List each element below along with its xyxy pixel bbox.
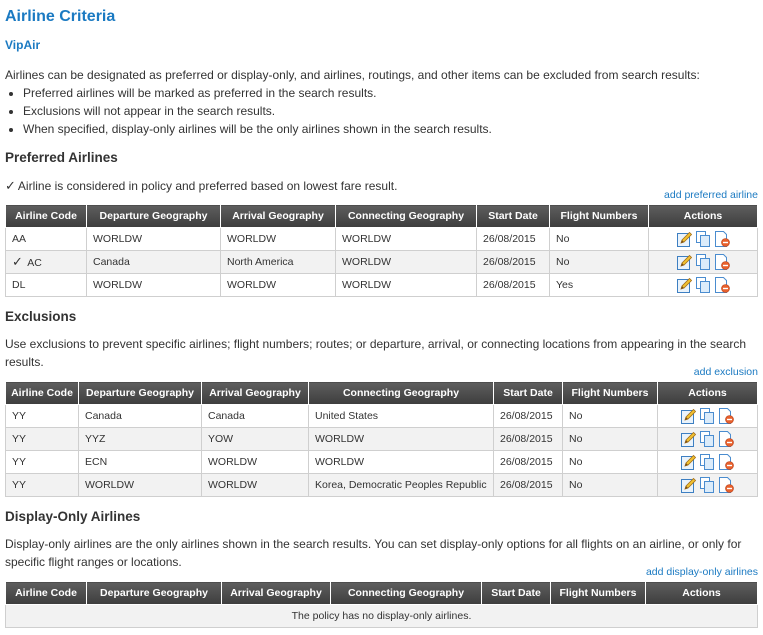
display-only-table [5,581,758,628]
table-row [6,451,758,474]
column-header[interactable]: Arrival Geography [202,382,309,405]
display-only-heading: Display-Only Airlines [5,509,141,524]
arrival-cell: WORLDW [221,228,336,251]
connecting-cell: WORLDW [309,428,494,451]
column-header[interactable]: Flight Numbers [563,382,658,405]
airline-code: AA [12,233,27,245]
column-header[interactable]: Airline Code [6,382,79,405]
arrival-cell: North America [221,251,336,274]
start-date-cell: 26/08/2015 [477,228,550,251]
intro-bullet: • When specified, display-only airlines will be the only airlines shown in the search results. [23,120,758,138]
departure-cell: WORLDW [79,474,202,497]
actions-cell [649,274,758,297]
start-date-cell: 26/08/2015 [494,451,563,474]
connecting-cell: WORLDW [336,274,477,297]
departure-cell: Canada [79,405,202,428]
actions-cell [658,451,758,474]
airline-code-cell: YY [6,451,79,474]
column-header[interactable]: Airline Code [6,582,87,605]
airline-code: AC [27,257,42,269]
add-preferred-airline-link[interactable]: add preferred airline [664,189,758,201]
flight-numbers-cell: No [563,428,658,451]
column-header[interactable]: Connecting Geography [309,382,494,405]
column-header[interactable]: Departure Geography [87,582,222,605]
add-display-only-airlines-link[interactable]: add display-only airlines [645,566,758,578]
column-header[interactable]: Departure Geography [87,205,221,228]
departure-cell: WORLDW [87,274,221,297]
actions-cell [649,228,758,251]
delete-icon[interactable] [719,454,734,470]
start-date-cell: 26/08/2015 [494,474,563,497]
table-row [6,274,758,297]
column-header[interactable]: Start Date [477,205,550,228]
flight-numbers-cell: No [550,251,649,274]
intro-text: Airlines can be designated as preferred or display-only, and airlines, routings, and other items can be excluded from search results: [5,68,700,82]
departure-cell: ECN [79,451,202,474]
flight-numbers-cell: No [563,474,658,497]
departure-cell: Canada [87,251,221,274]
connecting-cell: Korea, Democratic Peoples Republic [309,474,494,497]
preferred-heading: Preferred Airlines [5,150,118,165]
preferred-table [5,204,758,297]
column-header[interactable]: Airline Code [6,205,87,228]
actions-cell [649,251,758,274]
column-header: Actions [646,582,758,605]
connecting-cell: WORLDW [336,228,477,251]
departure-cell: WORLDW [87,228,221,251]
intro-bullet: • Preferred airlines will be marked as preferred in the search results. [23,84,758,102]
copy-icon[interactable] [700,454,715,470]
edit-icon[interactable] [677,254,692,270]
airline-code-cell [6,228,87,251]
column-header[interactable]: Connecting Geography [331,582,482,605]
exclusions-description: Use exclusions to prevent specific airlines; flight numbers; routes; or departure, arrival, or connecting locations from appearing in the search results. [5,337,747,369]
display-only-description: Display-only airlines are the only airlines shown in the search results. You can set display-only options for all flights on an airline, or only for specific flight ranges or locations. [5,537,742,569]
edit-icon[interactable] [677,231,692,247]
copy-icon[interactable] [700,408,715,424]
arrival-cell: WORLDW [221,274,336,297]
column-header[interactable]: Arrival Geography [221,205,336,228]
intro-bullet: • Exclusions will not appear in the search results. [23,102,758,120]
start-date-cell: 26/08/2015 [477,274,550,297]
arrival-cell: YOW [202,428,309,451]
preferred-note-text: Airline is considered in policy and preferred based on lowest fare result. [17,179,398,193]
edit-icon[interactable] [681,454,696,470]
delete-icon[interactable] [719,431,734,447]
edit-icon[interactable] [677,277,692,293]
table-row [6,228,758,251]
start-date-cell: 26/08/2015 [494,428,563,451]
column-header[interactable]: Connecting Geography [336,205,477,228]
departure-cell: YYZ [79,428,202,451]
empty-message: The policy has no display-only airlines. [6,605,758,628]
flight-numbers-cell: Yes [550,274,649,297]
airline-code-cell: YY [6,405,79,428]
column-header[interactable]: Arrival Geography [222,582,331,605]
edit-icon[interactable] [681,431,696,447]
delete-icon[interactable] [715,277,730,293]
copy-icon[interactable] [696,277,711,293]
delete-icon[interactable] [719,477,734,493]
preferred-note [5,177,755,195]
column-header[interactable]: Flight Numbers [551,582,646,605]
table-row [6,251,758,274]
start-date-cell: 26/08/2015 [477,251,550,274]
checkmark-icon: ✓ [5,178,16,193]
airline-code-cell [6,274,87,297]
column-header: Actions [649,205,758,228]
table-row [6,405,758,428]
airline-code-cell: YY [6,428,79,451]
edit-icon[interactable] [681,408,696,424]
delete-icon[interactable] [715,231,730,247]
airline-code-cell: YY [6,474,79,497]
actions-cell [658,405,758,428]
company-name: VipAir [5,38,41,52]
arrival-cell: Canada [202,405,309,428]
add-exclusion-link[interactable]: add exclusion [693,366,758,378]
table-row [6,474,758,497]
copy-icon[interactable] [700,431,715,447]
column-header[interactable]: Departure Geography [79,382,202,405]
flight-numbers-cell: No [550,228,649,251]
intro-bullets [5,84,758,138]
checkmark-icon: ✓ [12,254,23,269]
intro [5,66,758,138]
flight-numbers-cell: No [563,451,658,474]
column-header[interactable]: Flight Numbers [550,205,649,228]
delete-icon[interactable] [715,254,730,270]
airline-code: DL [12,279,26,291]
actions-cell [658,474,758,497]
column-header: Actions [658,382,758,405]
empty-row [6,605,758,628]
connecting-cell: United States [309,405,494,428]
copy-icon[interactable] [696,254,711,270]
copy-icon[interactable] [696,231,711,247]
connecting-cell: WORLDW [336,251,477,274]
edit-icon[interactable] [681,477,696,493]
column-header[interactable]: Start Date [494,382,563,405]
copy-icon[interactable] [700,477,715,493]
airline-code-cell [6,251,87,274]
actions-cell [658,428,758,451]
flight-numbers-cell: No [563,405,658,428]
arrival-cell: WORLDW [202,474,309,497]
start-date-cell: 26/08/2015 [494,405,563,428]
page-title: Airline Criteria [5,8,116,25]
table-row [6,428,758,451]
connecting-cell: WORLDW [309,451,494,474]
arrival-cell: WORLDW [202,451,309,474]
column-header[interactable]: Start Date [482,582,551,605]
exclusions-heading: Exclusions [5,309,77,324]
exclusions-table [5,381,758,497]
delete-icon[interactable] [719,408,734,424]
